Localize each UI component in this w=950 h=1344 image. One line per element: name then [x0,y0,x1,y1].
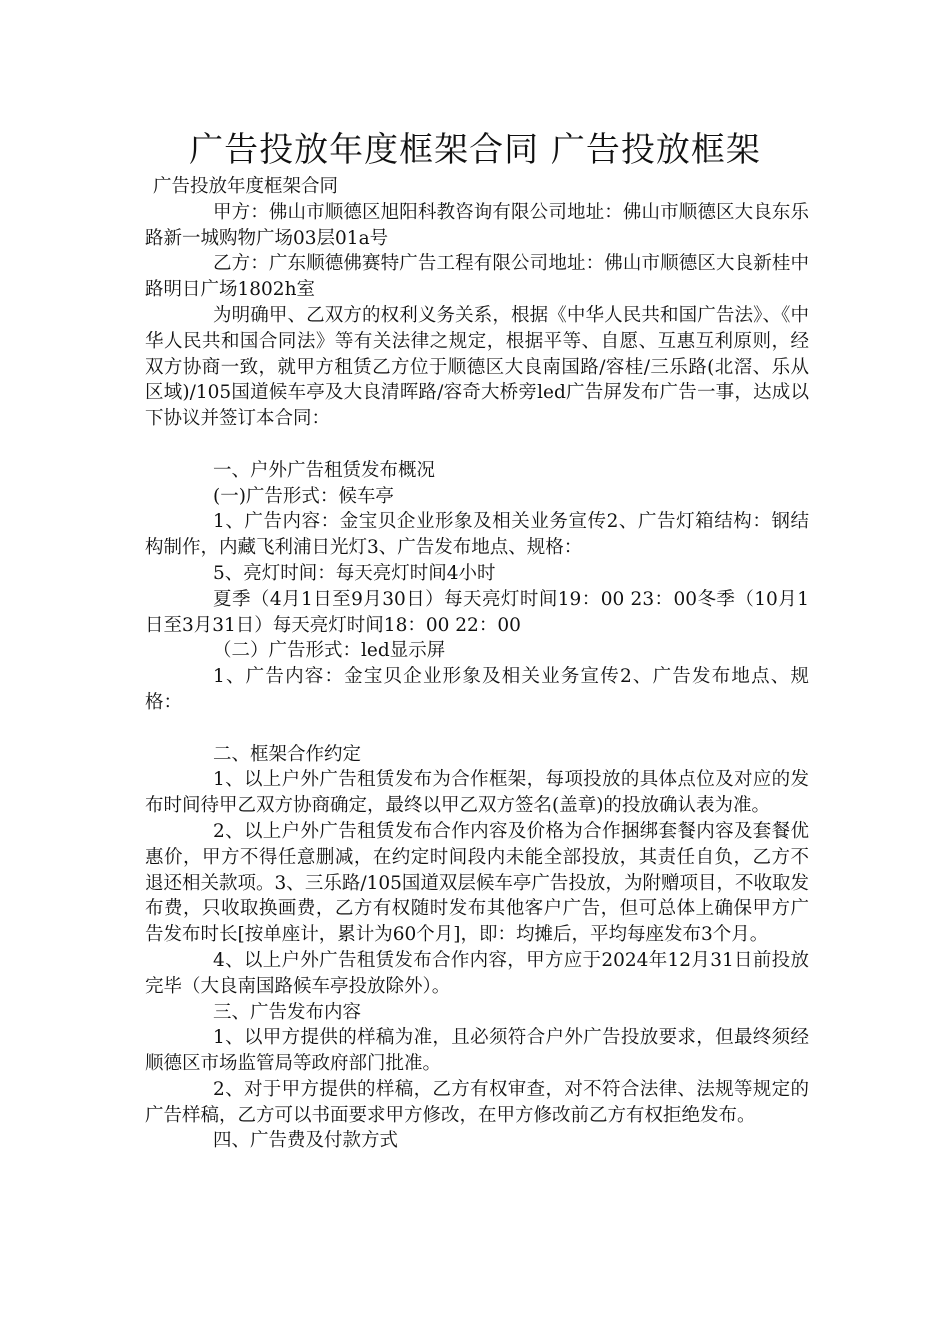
paragraph: 2、以上户外广告租赁发布合作内容及价格为合作捆绑套餐内容及套餐优惠价，甲方不得任意删减，在约定时间段内未能全部投放，其责任自负，乙方不退还相关款项。3、三乐路/105国道双层候车亭广告投放，为附赠项目，不收取发布费，只收取换画费，乙方有权随时发布其他客户广告，但可总体上确保甲方广告发布时长[按单座计，累计为60个月]，即：均摊后，平均每座发布3个月。 [145,820,809,946]
paragraph: 4、以上户外广告租赁发布合作内容，甲方应于2024年12月31日前投放完毕（大良南国路候车亭投放除外）。 [145,949,809,997]
paragraph: (一)广告形式：候车亭 [213,485,394,507]
paragraph: 二、框架合作约定 [213,743,362,765]
paragraph: 三、广告发布内容 [213,1001,362,1023]
paragraph: 5、亮灯时间：每天亮灯时间4小时 [213,562,496,584]
paragraph: 1、以上户外广告租赁发布为合作框架，每项投放的具体点位及对应的发布时间待甲乙双方协商确定，最终以甲乙双方签名(盖章)的投放确认表为准。 [145,769,809,817]
paragraph: 一、户外广告租赁发布概况 [213,459,436,481]
paragraph: 为明确甲、乙双方的权利义务关系，根据《中华人民共和国广告法》、《中华人民共和国合同法》等有关法律之规定，根据平等、自愿、互惠互利原则，经双方协商一致，就甲方租赁乙方位于顺德区大良南国路/容桂/三乐路(北滘、乐从区域)/105国道候车亭及大良清晖路/容奇大桥旁led广告屏发布广告一事，达成以下协议并签订本合同： [145,304,809,430]
paragraph: 1、广告内容：金宝贝企业形象及相关业务宣传2、广告发布地点、规格： [145,666,809,713]
blank-line [145,716,809,742]
paragraph: 1、以甲方提供的样稿为准，且必须符合户外广告投放要求，但最终须经顺德区市场监管局等政府部门批准。 [145,1027,809,1075]
paragraph: 1、广告内容：金宝贝企业形象及相关业务宣传2、广告灯箱结构：钢结构制作，内藏飞利浦日光灯3、广告发布地点、规格： [145,511,809,559]
paragraph: 夏季（4月1日至9月30日）每天亮灯时间19：00 23：00冬季（10月1日至3月31日）每天亮灯时间18：00 22：00 [145,588,809,636]
paragraph: 乙方：广东顺德佛赛特广告工程有限公司地址：佛山市顺德区大良新桂中路明日广场1802h室 [145,253,809,301]
paragraph: 广告投放年度框架合同 [153,176,339,197]
document-title: 广告投放年度框架合同 广告投放框架 [189,130,761,170]
paragraph: 甲方：佛山市顺德区旭阳科教咨询有限公司地址：佛山市顺德区大良东乐路新一城购物广场03层01a号 [145,201,809,249]
paragraph: （二）广告形式：led显示屏 [213,640,446,662]
document-body [145,174,809,1154]
blank-line [145,432,809,458]
paragraph: 四、广告费及付款方式 [213,1130,399,1152]
paragraph: 2、对于甲方提供的样稿，乙方有权审查，对不符合法律、法规等规定的广告样稿，乙方可以书面要求甲方修改，在甲方修改前乙方有权拒绝发布。 [145,1078,809,1126]
